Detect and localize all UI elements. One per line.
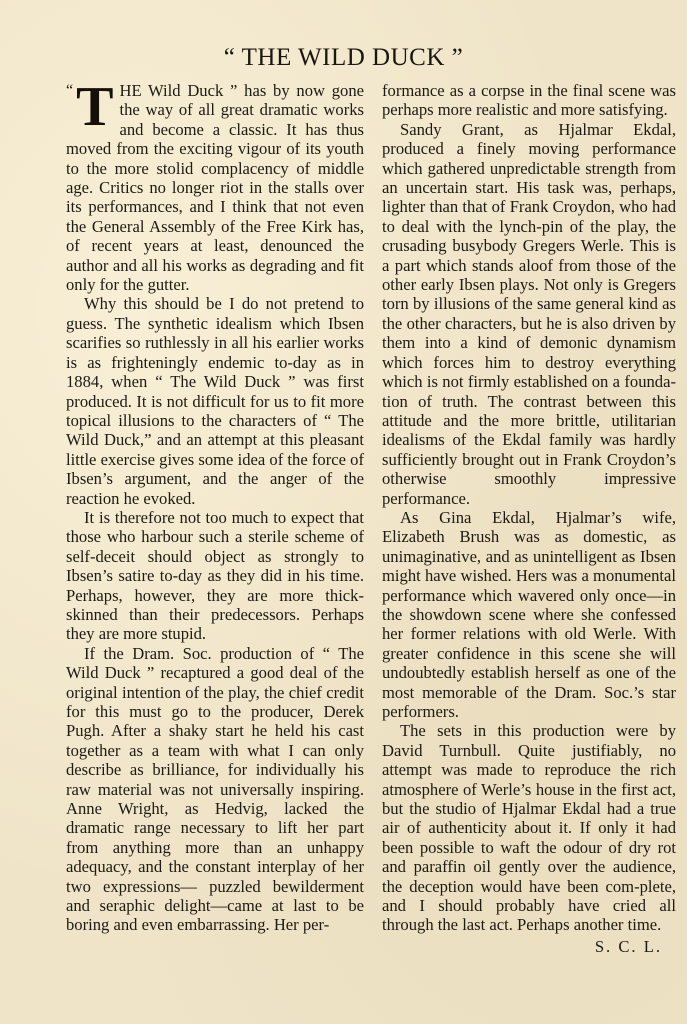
paragraph: If the Dram. Soc. production of “ The Wild Duck ” recaptured a good deal of the original intention of the play, the chief credit for this must go to the producer, Derek Pugh. After a shaky start he held his cast together as a team with what I can only describe as brilliance, for individually his raw material was not universally inspiring. Anne Wright, as Hedvig, lacked the dramatic range necessary to lift her part from anything more than an unhappy adequacy, and the constant interplay of her two expressions— puzzled bewilderment and seraphic delight—came at last to be boring and even embarrassing. Her per-	[66, 643, 364, 935]
paragraph: The sets in this production were by David Turnbull. Quite justifiably, no attempt was made to reproduce the rich atmosphere of Werle’s house in the first act, but the studio of Hjalmar Ekdal had a true air of authenticity about it. If only it had been possible to waft the odour of dry rot and paraffin oil gently over the audience, the deception would have been com-plete, and I should probably have cried all through the last act. Perhaps another time.	[382, 721, 676, 935]
opening-paragraph	[66, 76, 364, 295]
paragraph: Sandy Grant, as Hjalmar Ekdal, produced a finely moving performance which gathered unpredictable strength from an uncertain start. His task was, perhaps, lighter than that of Frank Croydon, who had to deal with the lynch-pin of the play, the crusading busybody Gregers Werle. This is a part which stands aloof from those of the other early Ibsen plays. Not only is Gregers torn by illusions of the same general kind as the other characters, but he is also driven by them into a kind of demonic dynamism which forces him to destroy everything which is not firmly established on a founda-tion of truth. The contrast between this attitude and the more brittle, utilitarian idealisms of the Ekdal family was hardly sufficiently brought out in Frank Croydon’s otherwise smoothly impressive performance.	[382, 119, 676, 508]
opening-quote-mark: “	[66, 82, 74, 99]
right-column	[382, 81, 676, 956]
left-column	[66, 76, 364, 935]
paragraph-continuation: formance as a corpse in the final scene was perhaps more realistic and more satisfying.	[382, 81, 676, 120]
paragraph: It is therefore not too much to expect that those who harbour such a sterile scheme of self-deceit should object as strongly to Ibsen’s satire to-day as they did in his time. Perhaps, however, they are more thick-skinned than their predecessors. Perhaps they are more stupid.	[66, 507, 364, 644]
author-signature: S. C. L.	[594, 936, 662, 956]
article-title: “ THE WILD DUCK ”	[223, 44, 464, 71]
drop-cap-letter: T	[76, 76, 114, 138]
paragraph: Why this should be I do not pretend to guess. The synthetic idealism which Ibsen scarifies so ruthlessly in all his earlier works is as frighteningly endemic to-day as in 1884, when “ The Wild Duck ” was first produced. It is not difficult for us to fit more topical illusions to the characters of “ The Wild Duck,” and an attempt at this pleasant little exercise gives some idea of the force of Ibsen’s argument, and the anger of the reaction he evoked.	[66, 294, 364, 508]
paragraph: As Gina Ekdal, Hjalmar’s wife, Elizabeth Brush was as domestic, as unimaginative, and as unintelligent as Ibsen might have wished. Hers was a monumental performance which wavered only once—in the showdown scene where she confessed her former relations with old Werle. With greater confidence in this scene she will undoubtedly establish herself as one of the most memorable of the Dram. Soc.’s star performers.	[382, 507, 676, 721]
opening-paragraph-text: HE Wild Duck ” has by now gone the way of all great dramatic works and become a classic. It has thus moved from the exciting vigour of its youth to the more stolid complacency of middle age. Critics no longer riot in the stalls over its performances, and I think that not even the General Assembly of the Free Kirk has, of recent years at least, denounced the author and all his works as degrading and fit only for the gutter.	[66, 81, 364, 295]
